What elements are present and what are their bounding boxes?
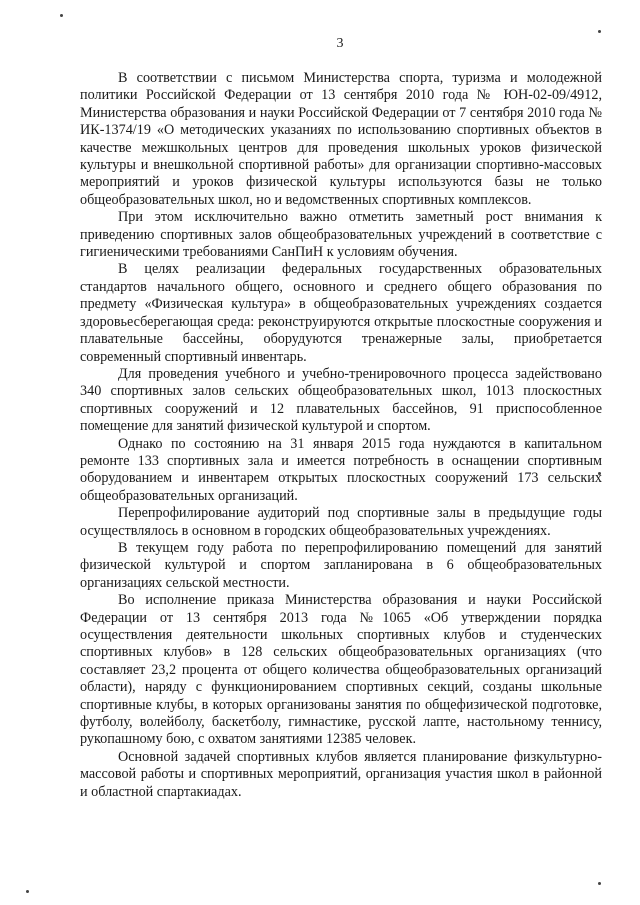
paragraph: Во исполнение приказа Министерства образования и науки Российской Федерации от 13 сентября 2013 года №1065 «Об утверждении порядка осуществления деятельности школьных спортивных клубов и студенческих спортивных клубов» в 128 сельских общеобразовательных организациях (что составляет 23,2 процента от общего количества общеобразовательных организаций области), наряду с функционированием спортивных секций, созданы школьные спортивные клубы, в которых организованы занятия по общефизической подготовке, футболу, волейболу, баскетболу, гимнастике, русской лапте, настольному теннису, рукопашному бою, с охватом занятиями 12385 человек. [80,592,602,748]
paragraph: Перепрофилирование аудиторий под спортивные залы в предыдущие годы осуществлялось в основном в городских общеобразовательных учреждениях. [80,505,602,539]
page-number: 3 [336,36,344,51]
paragraph: Для проведения учебного и учебно-тренировочного процесса задействовано 340 спортивных залов сельских общеобразовательных школ, 1013 плоскостных спортивных сооружений и 12 плавательных бассейнов, 91 приспособленное помещение для занятий физической культурой и спортом. [80,365,602,435]
scan-speck [598,30,601,33]
scan-speck [598,882,601,885]
scan-speck [60,14,63,17]
paragraph: При этом исключительно важно отметить заметный рост внимания к приведению спортивных залов общеобразовательных учреждений в соответствие с гигиеническими требованиями СанПиН к условиям обучения. [80,209,602,261]
scan-speck [26,890,29,893]
paragraph: В целях реализации федеральных государственных образовательных стандартов начального общего, основного и среднего общего образования по предмету «Физическая культура» в общеобразовательных учреждениях создается здоровьесберегающая среда: реконструируются открытые плоскостные сооружения и плавательные бассейны, оборудуются тренажерные залы, приобретается современный спортивный инвентарь. [80,261,602,365]
paragraph: В соответствии с письмом Министерства спорта, туризма и молодежной политики Российской Федерации от 13 сентября 2010 года № ЮН-02-09/4912, Министерства образования и науки Российской Федерации от 7 сентября 2010 года № ИК-1374/19 «О методических указаниях по использованию спортивных объектов в качестве межшкольных центров для проведения школьных уроков физической культуры и внешкольной спортивной работы» для организации спортивно-массовых мероприятий и уроков физической культуры используются базы не только общеобразовательных школ, но и ведомственных спортивных комплексов. [80,70,602,208]
paragraph: Однако по состоянию на 31 января 2015 года нуждаются в капитальном ремонте 133 спортивных зала и имеется потребность в оснащении спортивным оборудованием и инвентарем открытых плоскостных сооружений 173 сельских общеобразовательных организаций. [80,435,602,504]
paragraph: В текущем году работа по перепрофилированию помещений для занятий физической культурой и спортом запланирована в 6 общеобразовательных организациях сельской местности. [80,539,602,591]
paragraph: Основной задачей спортивных клубов является планирование физкультурно-массовой работы и спортивных мероприятий, организация участия школ в районной и областной спартакиадах. [80,748,602,800]
document-body [80,70,602,801]
